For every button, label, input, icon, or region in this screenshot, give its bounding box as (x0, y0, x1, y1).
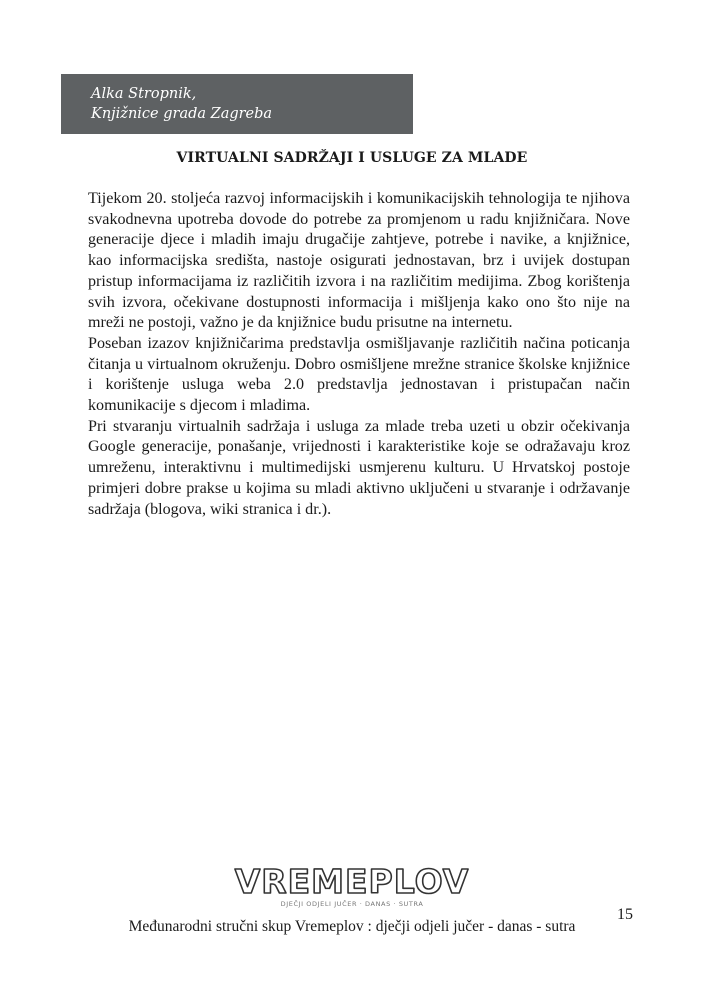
paragraph: Poseban izazov knjižničarima predstavlja osmišljavanje različitih načina poticanja čitanja u virtualnom okruženju. Dobro osmišljene mrežne stranice školske knjižnice i korištenje usluga weba 2.0 predstavlja jednostavan i pristupačan način komunikacije s djecom i mladima. (88, 334, 630, 415)
footer-text: Međunarodni stručni skup Vremeplov : dječji odjeli jučer - danas - sutra (128, 918, 576, 935)
page-number: 15 (617, 906, 633, 923)
paragraph: Pri stvaranju virtualnih sadržaja i usluga za mlade treba uzeti u obzir očekivanja Google generacije, ponašanje, vrijednosti i karakteristike koje se odražavaju kroz umreženu, interaktivnu i multimedijski usmjerenu kulturu. U Hrvatskoj postoje primjeri dobre prakse u kojima su mladi aktivno uključeni u stvaranje i održavanje sadržaja (blogova, wiki stranica i dr.). (88, 417, 630, 518)
author-affiliation: Knjižnice grada Zagreba (91, 106, 273, 122)
author-name: Alka Stropnik, (91, 86, 197, 102)
paragraph: Tijekom 20. stoljeća razvoj informacijskih i komunikacijskih tehnologija te njihova svakodnevna upotreba dovode do potrebe za promjenom u radu knjižničara. Nove generacije djece i mladih imaju drugačije zahtjeve, potrebe i navike, a knjižnice, kao informacijska središta, nastoje osigurati jednostavan, brz i uvijek dostupan pristup informacijama iz različitih izvora i na različitim medijima. Zbog korištenja svih izvora, očekivane dostupnosti informacija i mišljenja kako ono što nije na mreži ne postoji, važno je da knjižnice budu prisutne na internetu. (88, 190, 630, 332)
author-box (61, 74, 413, 134)
logo-tagline: DJEČJI ODJELI JUČER · DANAS · SUTRA (280, 900, 424, 908)
article-title: VIRTUALNI SADRŽAJI I USLUGE ZA MLADE (176, 150, 528, 166)
logo-text: VREMEPLOV (234, 862, 470, 901)
vremeplov-logo (222, 862, 482, 912)
article-body (88, 189, 630, 520)
